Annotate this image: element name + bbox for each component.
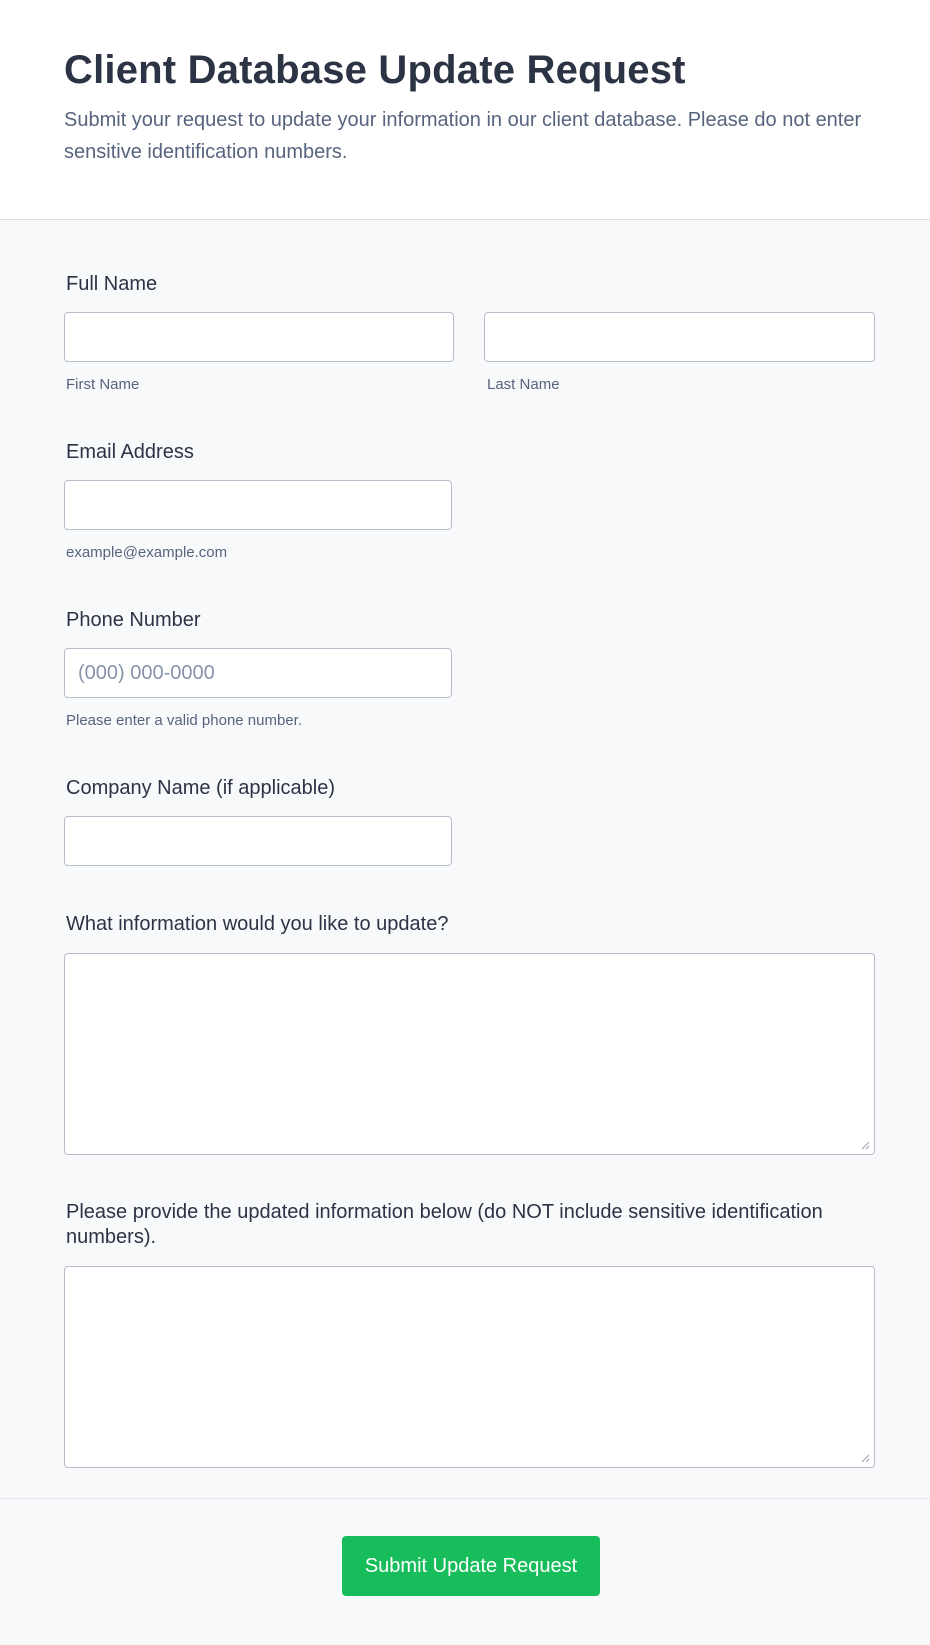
last-name-input[interactable] xyxy=(484,312,875,362)
updated-info-textarea[interactable] xyxy=(64,1266,875,1468)
email-label: Email Address xyxy=(66,441,194,463)
company-input[interactable] xyxy=(64,816,452,866)
email-input[interactable] xyxy=(64,480,452,530)
footer-divider xyxy=(0,1498,930,1499)
first-name-input[interactable] xyxy=(64,312,454,362)
page-subtitle: Submit your request to update your information in our client database. Please do not enter sensitive identification numbers. xyxy=(64,109,862,163)
form-header xyxy=(0,0,930,220)
phone-label: Phone Number xyxy=(66,609,201,631)
submit-update-request-button[interactable]: Submit Update Request xyxy=(342,1536,600,1596)
phone-input[interactable] xyxy=(64,648,452,698)
company-label: Company Name (if applicable) xyxy=(66,777,336,799)
update-topic-textarea[interactable] xyxy=(64,953,875,1155)
first-name-sublabel: First Name xyxy=(66,376,140,393)
last-name-sublabel: Last Name xyxy=(487,376,560,393)
page-title: Client Database Update Request xyxy=(64,48,686,92)
email-sublabel: example@example.com xyxy=(66,544,228,561)
resize-grip-icon[interactable] xyxy=(860,1453,870,1463)
phone-sublabel: Please enter a valid phone number. xyxy=(66,712,302,729)
resize-grip-icon[interactable] xyxy=(860,1140,870,1150)
updated-info-label: Please provide the updated information below (do NOT include sensitive identification numbers). xyxy=(66,1201,823,1248)
full-name-label: Full Name xyxy=(66,273,158,295)
update-topic-label: What information would you like to update? xyxy=(66,913,449,935)
